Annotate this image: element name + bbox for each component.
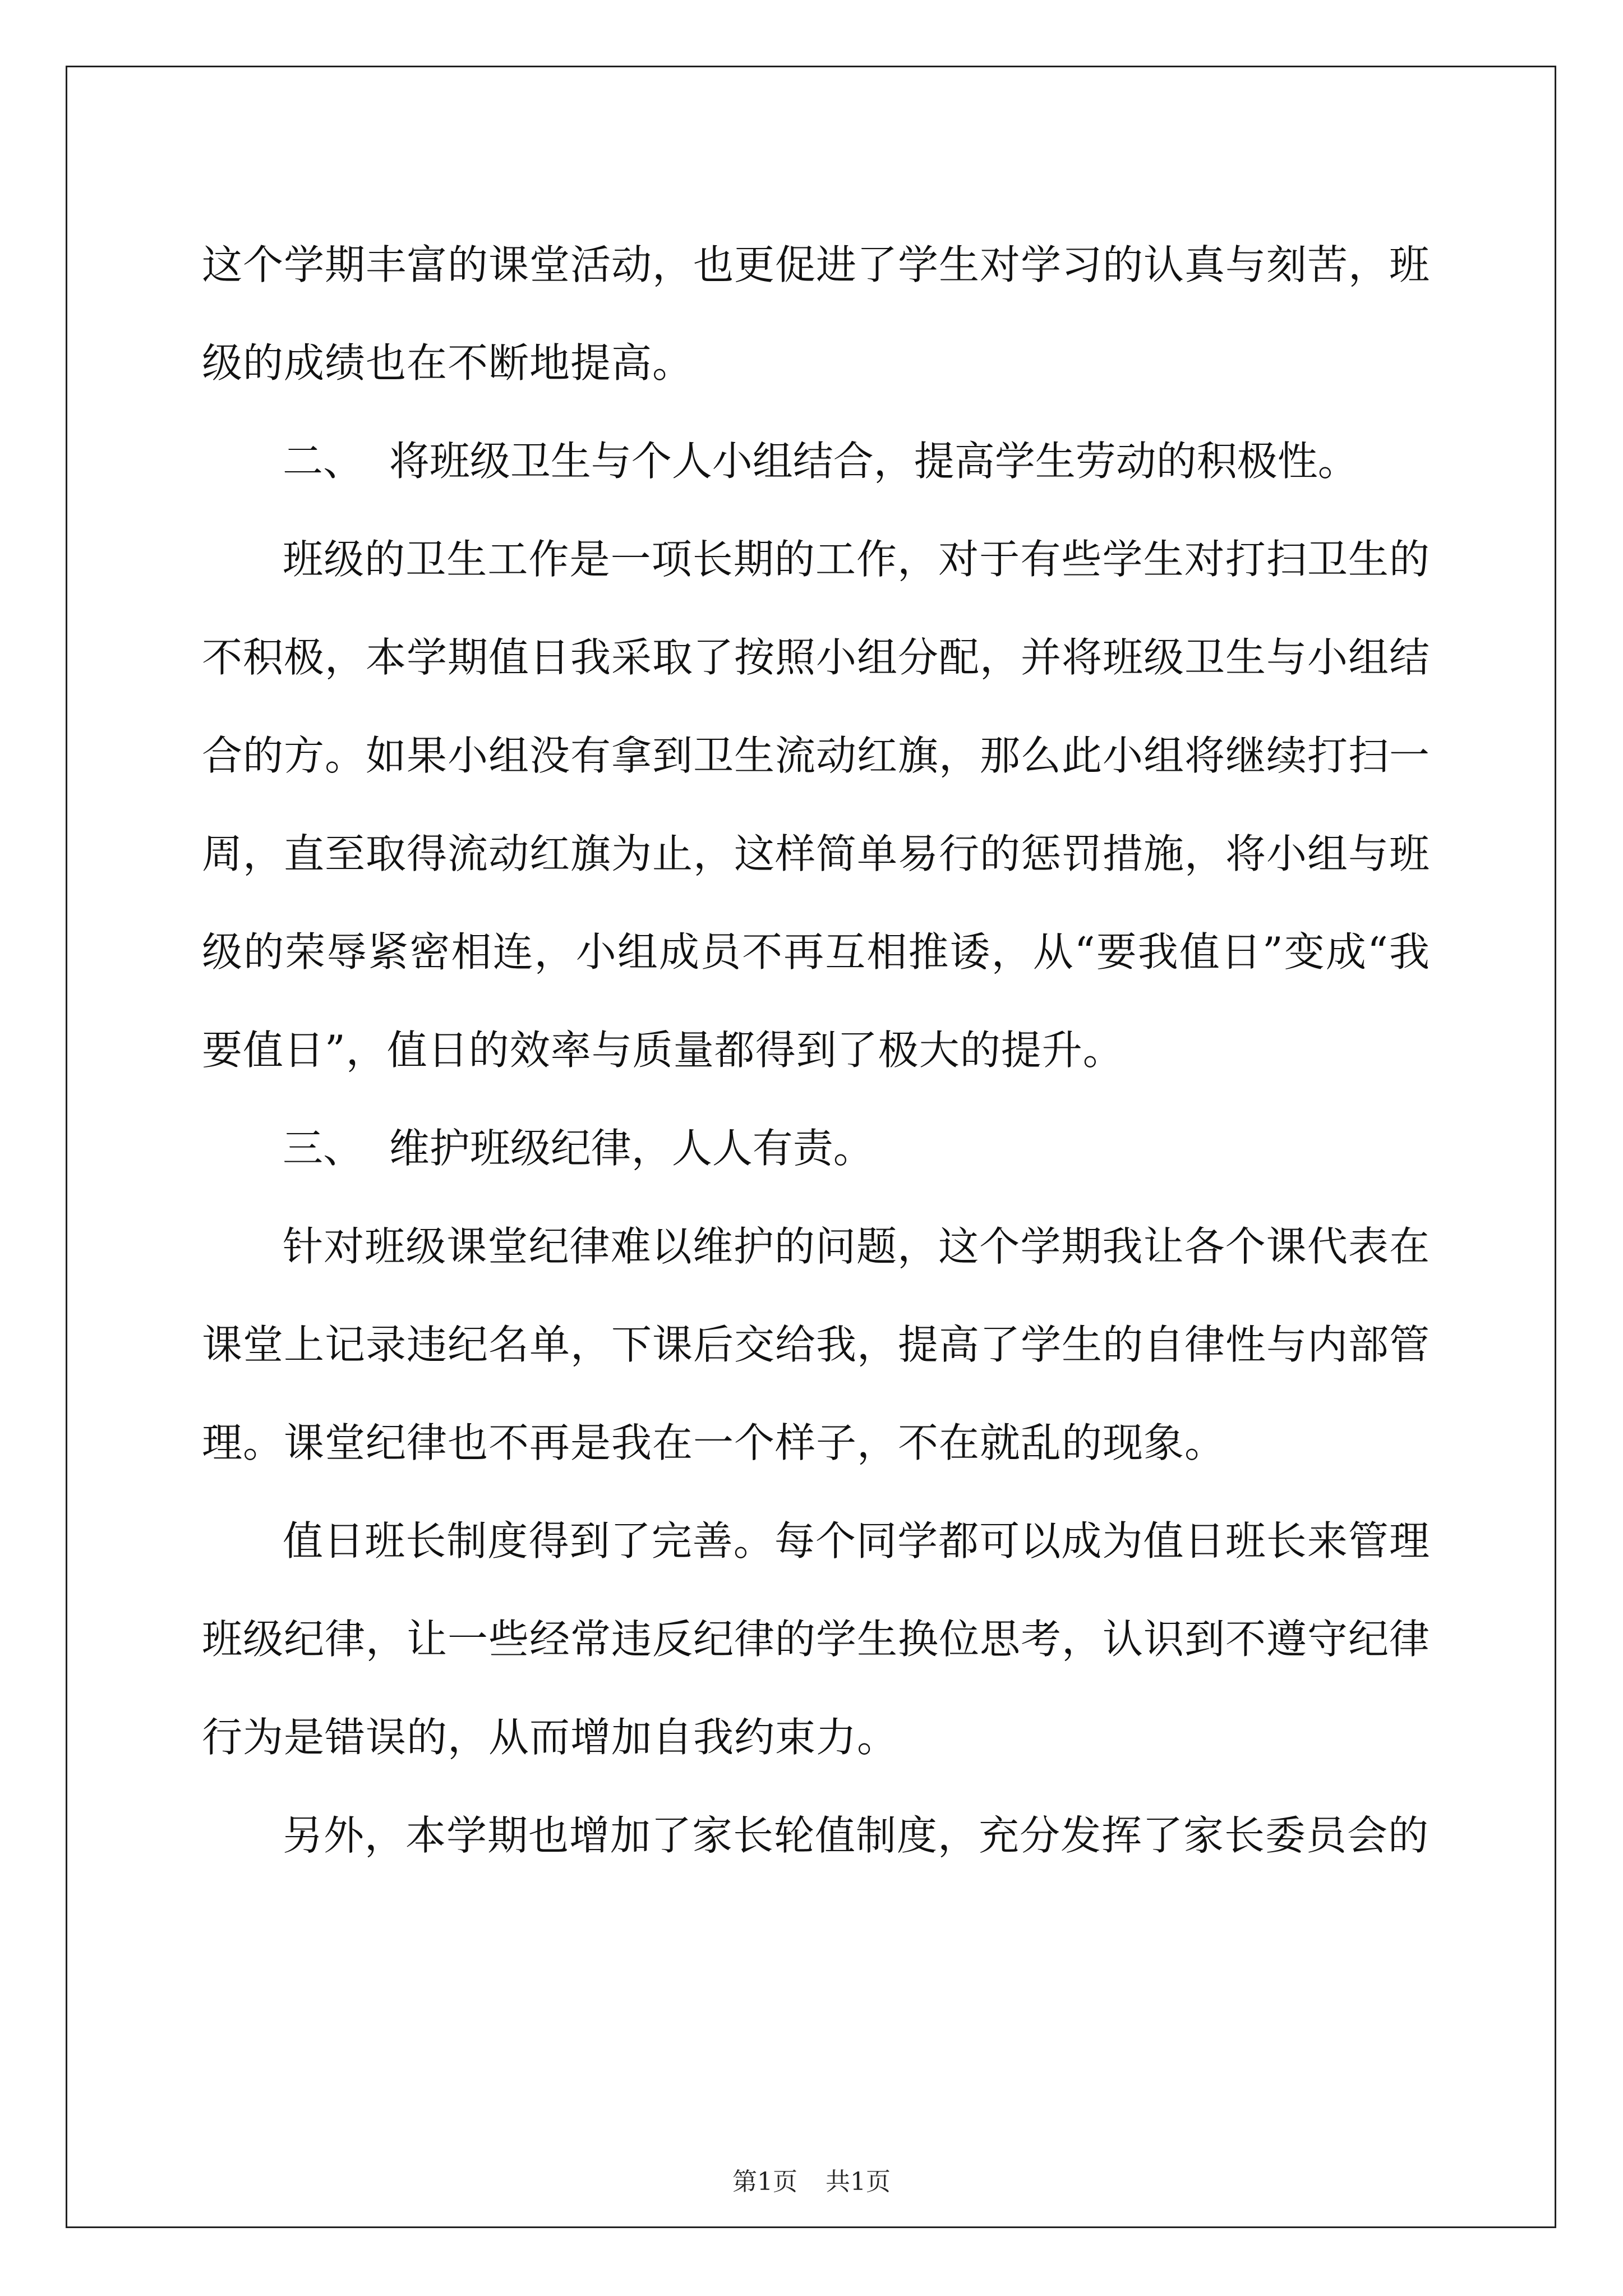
paragraph-3: 针对班级课堂纪律难以维护的问题，这个学期我让各个课代表在课堂上记录违纪名单，下课后交给我，提高了学生的自律性与内部管理。课堂纪律也不再是我在一个样子，不在就乱的现象。 — [202, 1223, 1431, 1466]
page-total: 共1页 — [826, 2168, 891, 2196]
page-footer — [0, 2165, 1623, 2199]
document-body — [202, 216, 1430, 1885]
paragraph-4: 值日班长制度得到了完善。每个同学都可以成为值日班长来管理班级纪律，让一些经常违反纪律的学生换位思考，认识到不遵守纪律行为是错误的，从而增加自我约束力。 — [202, 1517, 1431, 1761]
paragraph-5: 另外，本学期也增加了家长轮值制度，充分发挥了家长委员会的 — [283, 1812, 1430, 1859]
paragraph-2: 班级的卫生工作是一项长期的工作，对于有些学生对打扫卫生的不积极，本学期值日我采取了按照小组分配，并将班级卫生与小组结合的方。如果小组没有拿到卫生流动红旗，那么此小组将继续打扫一周，直至取得流动红旗为止，这样简单易行的惩罚措施，将小组与班级的荣辱紧密相连，小组成员不再互相推诿，从“要我值日”变成“我要值日”，值日的效率与质量都得到了极大的提升。 — [202, 536, 1431, 1074]
page-number: 第1页 — [732, 2168, 797, 2196]
section-heading-2: 二、 将班级卫生与个人小组结合，提高学生劳动的积极性。 — [283, 438, 1358, 485]
section-heading-3: 三、 维护班级纪律，人人有责。 — [283, 1125, 874, 1172]
paragraph-1: 这个学期丰富的课堂活动，也更促进了学生对学习的认真与刻苦，班级的成绩也在不断地提高。 — [202, 241, 1431, 386]
